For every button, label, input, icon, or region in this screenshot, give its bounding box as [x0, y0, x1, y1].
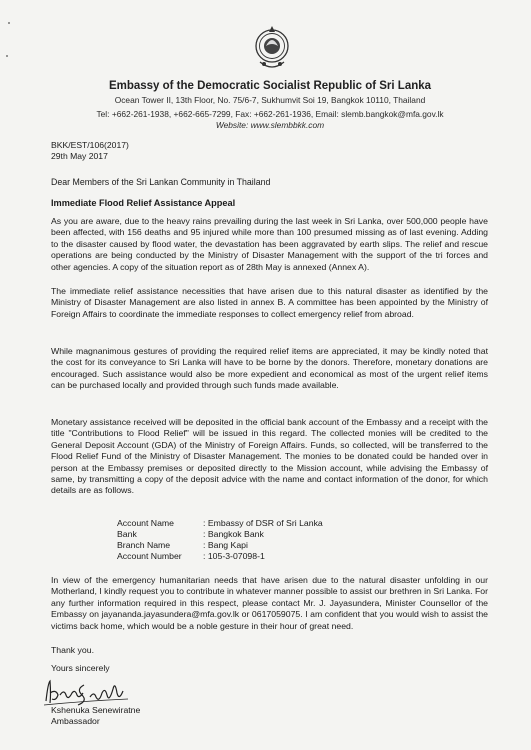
margin-speck [8, 22, 10, 24]
margin-speck [6, 55, 8, 57]
reference-number: BKK/EST/106(2017) [51, 140, 129, 150]
account-key: Branch Name [117, 540, 171, 550]
paragraph: Monetary assistance received will be deposited in the official bank account of the Embassy and a receipt with the title "Contributions to Flood Relief" will be issued in this regard. The collected monies will be credited to the General Deposit Account (GDA) of the Ministry of Foreign Affairs. Funds, so collected, will be transferred to the Flood Relief Fund of the Ministry of Disaster Management. The monies to be donated could be handed over in person at the Embassy premises or deposited directly to the Mission account, while advising the Embassy of same, by transmitting a copy of the deposit advice with the name and contact information of the donor, for which details are as follows. [51, 417, 488, 496]
account-key: Account Number [117, 551, 182, 561]
reference-block [51, 140, 129, 162]
signer-title: Ambassador [51, 716, 100, 726]
account-key: Bank [117, 529, 137, 539]
thanks-line: Thank you. [51, 645, 94, 655]
contact-line: Tel: +662-261-1938, +662-665-7299, Fax: +662-261-1936, Email: slemb.bangkok@mfa.gov.lk [96, 109, 444, 119]
sri-lanka-emblem-icon [252, 22, 292, 72]
paragraph: The immediate relief assistance necessities that have arisen due to this natural disaster as identified by the Ministry of Disaster Management are also listed in annex B. A committee has been appointed by the Ministry of Foreign Affairs to coordinate the immediate responses to collect emergency relief from abroad. [51, 286, 488, 319]
letter-date: 29th May 2017 [51, 151, 108, 161]
paragraph: In view of the emergency humanitarian needs that have arisen due to the natural disaster unfolding in our Motherland, I kindly request you to contribute in whatever manner possible to assist our brethren in Sri Lanka. For any further information required in this respect, please contact Mr. J. Jayasundera, Minister Counsellor of the Embassy on jayananda.jayasundera@mfa.gov.lk or 0617059075. I am confident that you would wish to assist the victims back home, which would be a noble gesture in their hour of great need. [51, 575, 488, 631]
organization-name: Embassy of the Democratic Socialist Republic of Sri Lanka [108, 80, 432, 92]
account-key: Account Name [117, 518, 174, 528]
account-row [117, 540, 323, 551]
account-value: : Bangkok Bank [203, 529, 264, 539]
signer-name: Kshenuka Senewiratne [51, 705, 141, 715]
account-row [117, 529, 323, 540]
account-value: : Bang Kapi [203, 540, 248, 550]
address-line: Ocean Tower II, 13th Floor, No. 75/6-7, Sukhumvit Soi 19, Bangkok 10110, Thailand [114, 95, 426, 105]
account-value: : Embassy of DSR of Sri Lanka [203, 518, 323, 528]
letterhead [60, 80, 480, 130]
sign-off: Yours sincerely [51, 663, 110, 673]
signer-block [51, 705, 140, 727]
bank-account-details [117, 518, 323, 562]
paragraph: While magnanimous gestures of providing the required relief items are appreciated, it may be kindly noted that the cost for its conveyance to Sri Lanka will have to be borne by the donors. Therefore, monetary donations are encouraged. Such assistance would also be more expedient and economical as most of the urgent relief items can be purchased locally and provided through such funds made available. [51, 346, 488, 391]
salutation: Dear Members of the Sri Lankan Community in Thailand [51, 177, 271, 187]
website-line: Website: www.slembbkk.com [215, 120, 325, 130]
paragraph: As you are aware, due to the heavy rains prevailing during the last week in Sri Lanka, over 500,000 people have been affected, with 156 deaths and 95 injured while more than 100 presumed missing as of last evening. Adding to the disaster caused by flood water, the devastation has been aggravated by earth slips. The relief and rescue operations are being conducted by the Ministry of Disaster Management with the support of the tri forces and other agencies. A copy of the situation report as of 28th May is annexed (Annex A). [51, 216, 488, 272]
account-row [117, 551, 323, 562]
account-value: : 105-3-07098-1 [203, 551, 265, 561]
account-row [117, 518, 323, 529]
subject-line: Immediate Flood Relief Assistance Appeal [51, 198, 236, 208]
